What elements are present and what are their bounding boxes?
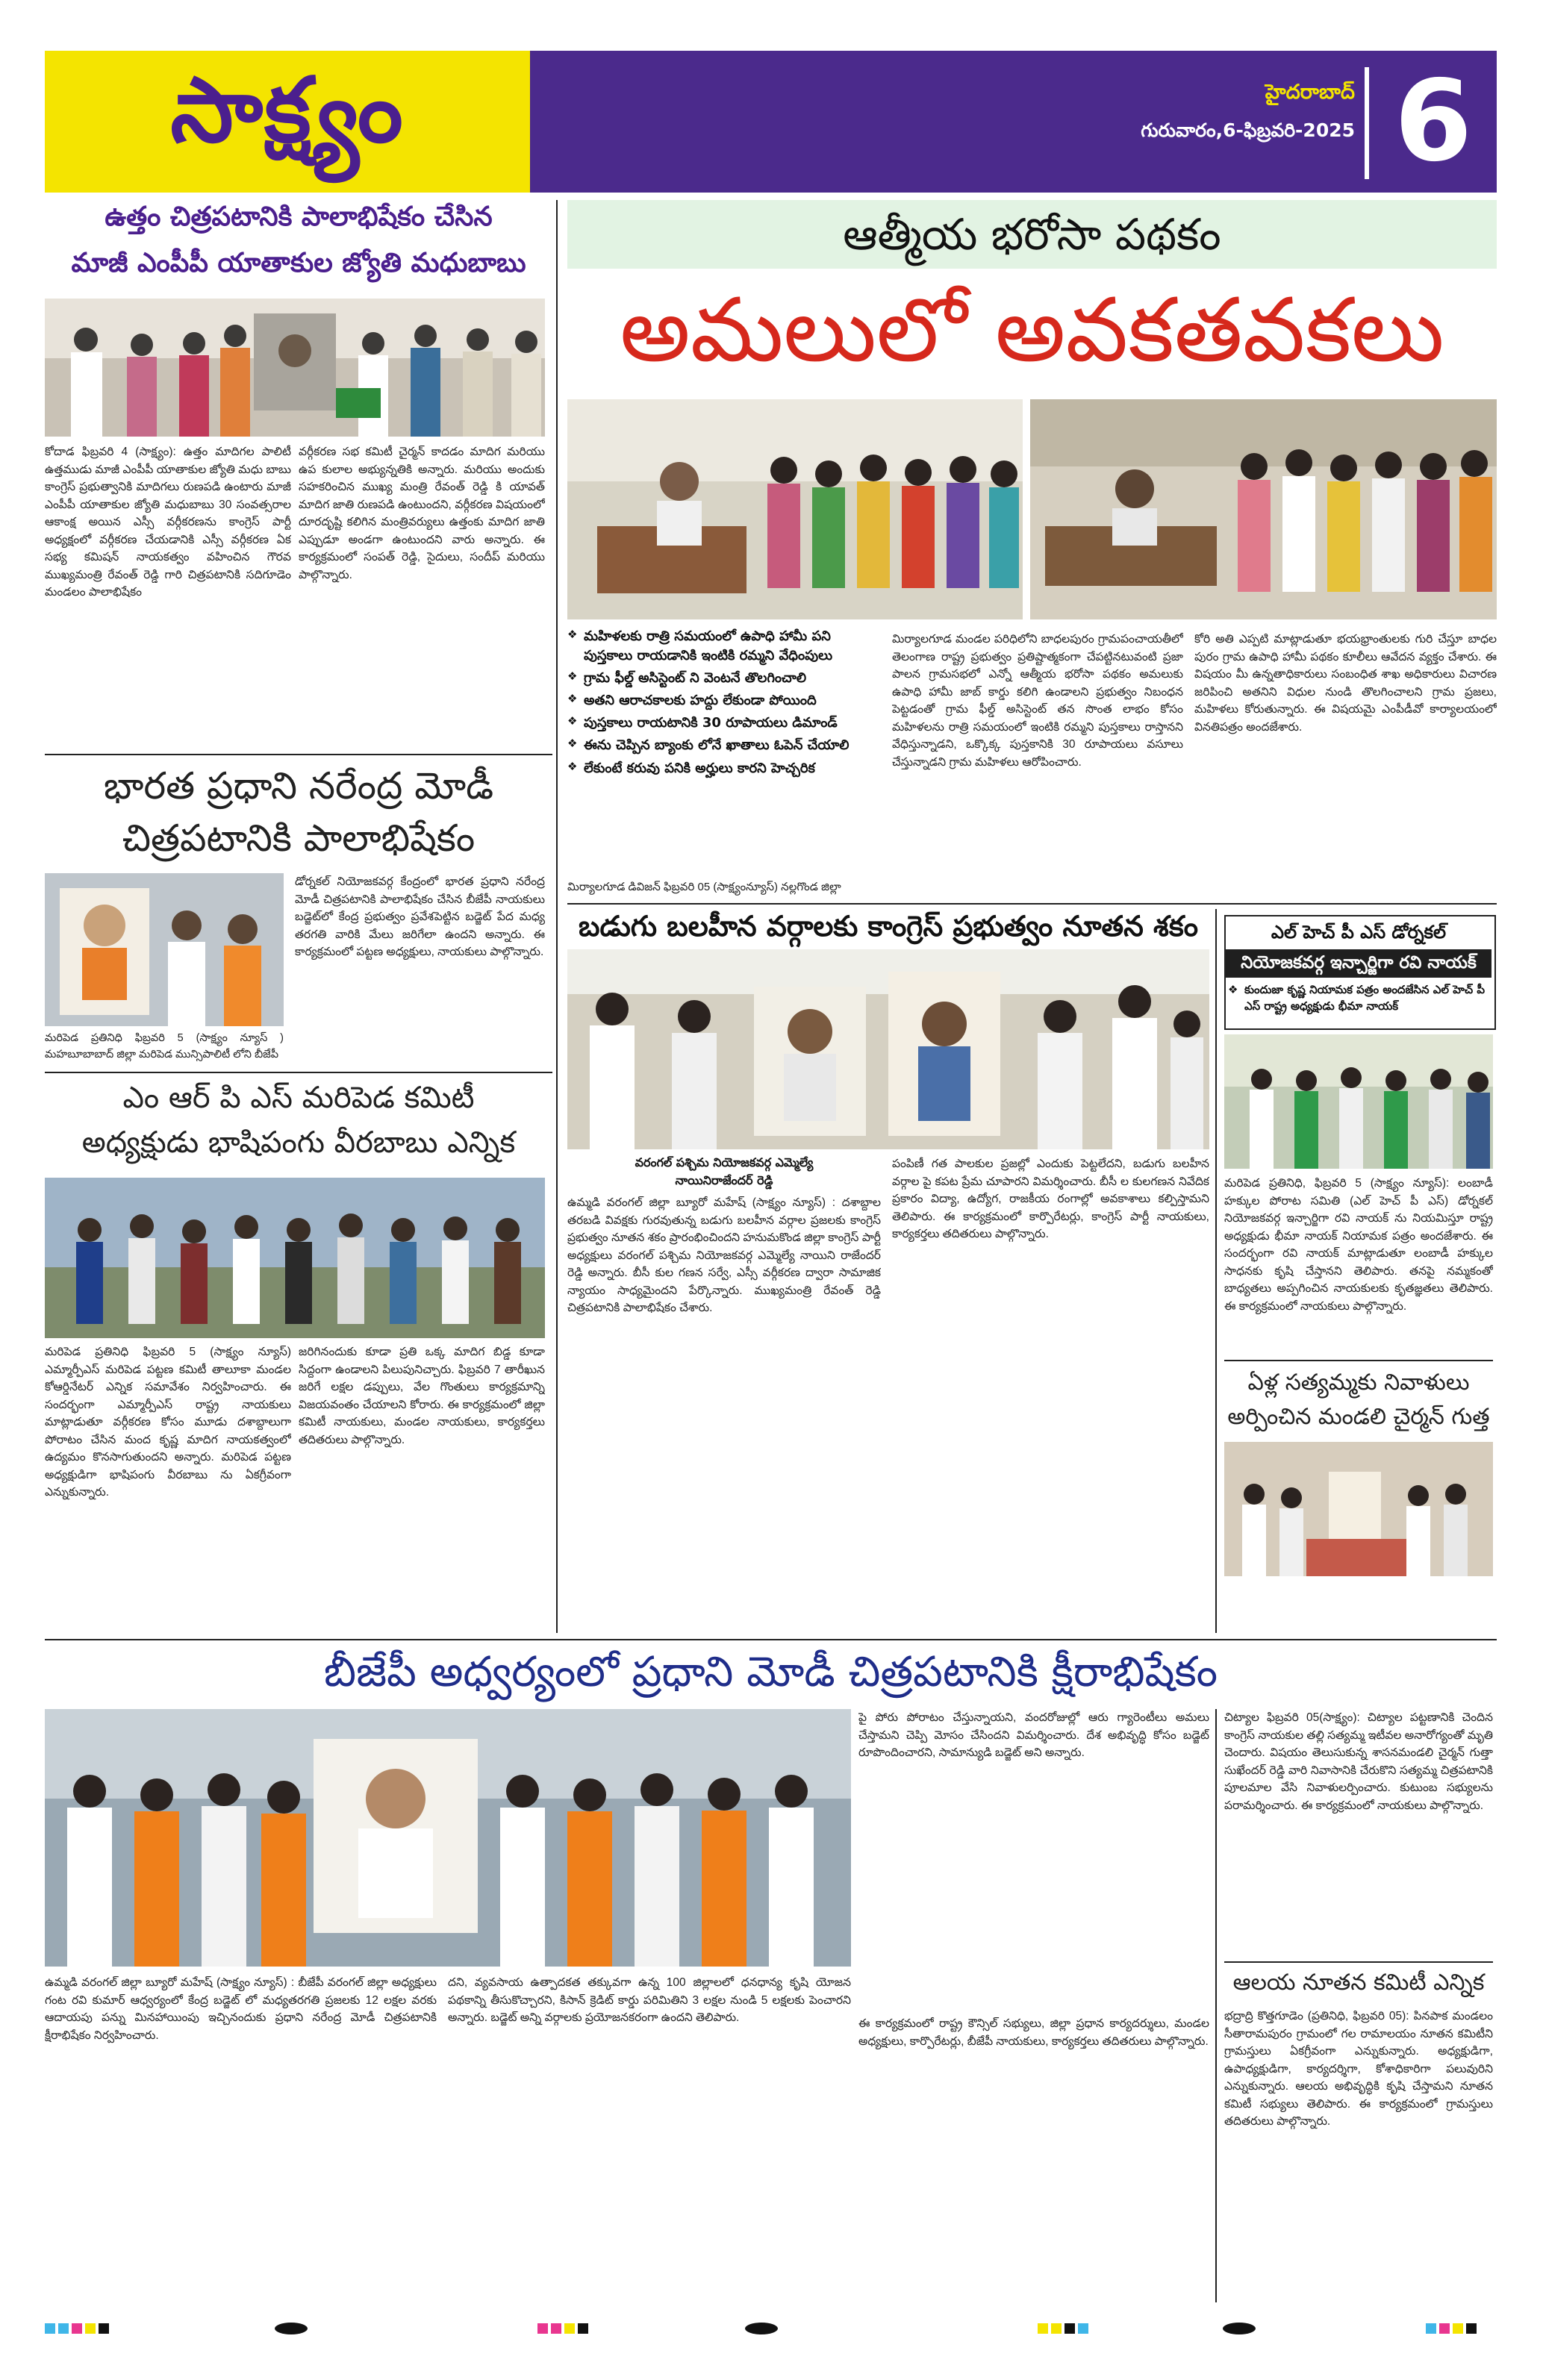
- bjp-body-1: ఉమ్మడి వరంగల్ జిల్లా బ్యూరో మహేష్ (సాక్ష్యం న్యూస్) : బీజేపీ వరంగల్ జిల్లా అధ్యక్షులు గంట రవి కుమార్ ఆధ్వర్యంలో కేంద్ర బడ్జెట్ లో మధ్యతరగతి ప్రజలకు 12 లక్షల వరకు ఆదాయపు పన్ను మినహాయింపు ఇచ్చినందుకు ప్రధాని నరేంద్ర మోడీ చిత్రపటానికి క్షీరాభిషేకం నిర్వహించారు.: [45, 1976, 437, 2042]
- mrps-photo: [45, 1178, 545, 1338]
- modi-portrait-photo: [45, 873, 284, 1026]
- mrps-headline-2: అధ్యక్షుడు భాషిపంగు వీరబాబు ఎన్నిక: [81, 1125, 516, 1160]
- athmiya-body-right: కోరి అతి ఎప్పటి మాట్లాడుతూ భయభ్రాంతులకు గురి చేస్తూ బాధల పురం గ్రామ ఉపాధి హామీ పథకం కూలీలు ఆవేదన వ్యక్తం చేశారు. ఈ విషయం మీ ఉన్నతాధికారులు సంబంధిత శాఖ అధికారులు విచారణ జరిపించి అతనిని విధుల నుండి తొలగించాలని గ్రామ ప్రజలు, మహిళలు కోరుతున్నారు. ఈ విషయమై ఎంపీడీవో కార్యాలయంలో వినతిపత్రం అందజేశారు.: [1194, 633, 1497, 734]
- bjp-headline: బీజేపీ అధ్వర్యంలో ప్రధాని మోడీ చిత్రపటానికి క్షీరాభిషేకం: [323, 1648, 1218, 1696]
- athmiya-bullets: [567, 627, 881, 873]
- jyothi-photo: [45, 299, 545, 437]
- ravi-naik-body: మరిపెడ ప్రతినిధి, ఫిబ్రవరి 5 (సాక్ష్యం న్యూస్): లంబాడీ హక్కుల పోరాట సమితి (ఎల్ హెచ్ పీ ఎస్) డోర్నకల్ నియోజకవర్గ ఇన్చార్జిగా రవి నాయక్ ను నియమిస్తూ రాష్ట్ర అధ్యక్షుడు భీమా నాయక్ నియామక పత్రం అందజేశారు. ఈ సందర్భంగా రవి నాయక్ మాట్లాడుతూ లంబాడీ హక్కుల సాధనకు కృషి చేస్తానని తెలిపారు. తనపై నమ్మకంతో బాధ్యతలు అప్పగించిన నాయకులకు కృతజ్ఞతలు తెలిపారు. ఈ కార్యక్రమంలో నాయకులు పాల్గొన్నారు.: [1224, 1177, 1493, 1313]
- divider: [1224, 1961, 1493, 1963]
- congress-caption-1: వరంగల్ పశ్చిమ నియోజకవర్గ ఎమ్మెల్యే: [635, 1155, 814, 1169]
- congress-body-left: ఉమ్మడి వరంగల్ జిల్లా బ్యూరో మహేష్ (సాక్ష్యం న్యూస్) : దశాబ్దాల తరబడి వివక్షకు గురవుతున్న బడుగు బలహీన వర్గాల ప్రజలకు కాంగ్రెస్ ప్రభుత్వం నూతన శకం ప్రారంభించిందని హనుమకొండ జిల్లా కాంగ్రెస్ పార్టీ అధ్యక్షులు వరంగల్ పశ్చిమ నియోజకవర్గ ఎమ్మెల్యే నాయిని రాజేందర్ రెడ్డి అన్నారు. బీసీ కుల గణన సర్వే, ఎస్సీ వర్గీకరణ ద్వారా సామాజిక న్యాయం సాధ్యమైందని పేర్కొన్నారు. ముఖ్యమంత్రి రేవంత్ రెడ్డి చిత్రపటానికి పాలాభిషేకం చేశారు.: [567, 1196, 881, 1315]
- athmiya-bullet: ❖ మహిళలకు రాత్రి సమయంలో ఉపాధి హామీ పని పుస్తకాలు రాయడానికి ఇంటికి రమ్మని వేధింపులు: [567, 627, 881, 666]
- mrps-body-left: మరిపెడ ప్రతినిధి ఫిబ్రవరి 5 (సాక్ష్యం న్యూస్) ఎమ్మార్పీఎస్ మరిపెడ పట్టణ కమిటీ తాలూకా మండల కోఆర్డినేటర్ ఎన్నిక సమావేశం నిర్వహించారు. ఈ సందర్భంగా ఎమ్మార్పీఎస్ రాష్ట్ర నాయకులు మాట్లాడుతూ వర్గీకరణ కోసం మూడు దశాబ్దాలుగా పోరాటం చేసిన మంద కృష్ణ మాదిగ నాయకత్వంలో ఉద్యమం కొనసాగుతుందని అన్నారు. మరిపెడ పట్టణ అధ్యక్షుడిగా భాషిపంగు వీరబాబు ను ఏకగ్రీవంగా ఎన్నుకున్నారు.: [45, 1346, 291, 1499]
- athmiya-photo-1: [567, 399, 1023, 619]
- jyothi-body-left: కోదాడ ఫిబ్రవరి 4 (సాక్ష్యం): ఉత్తం మాదిగల పాలిటీ ఉత్తముడు మాజీ ఎంపీపీ యాతాకుల జ్యోతి మధు బాబు కాంగ్రెస్ ప్రభుత్వానికి మాదిగలు రుణపడి ఉంటారు మాజీ ఎంపీపీ యాతాకుల జ్యోతి మధుబాబు 30 సంవత్సరాల ఆకాంక్ష అయిన ఎస్సీ వర్గీకరణను కాంగ్రెస్ పార్టీ అధ్యక్షంలో వర్గీకరణ చేయడానికి ఎస్సీ వర్గీకరణ ఏక సభ్య కమిషన్ నాయకత్వం వహించిన గౌరవ ముఖ్యమంత్రి రేవంత్ రెడ్డి గారి చిత్రపటానికి సదిగూడెం మండలం పాలాభిషేకం: [45, 446, 291, 599]
- bjp-photo: [45, 1709, 851, 1967]
- weddings-headline-1: ఏళ్ల సత్యమ్మకు నివాళులు: [1247, 1369, 1470, 1396]
- column-divider: [1215, 909, 1217, 1633]
- weddings-body: చిట్యాల ఫిబ్రవరి 05(సాక్ష్యం): చిట్యాల పట్టణానికి చెందిన కాంగ్రెస్ నాయకుల తల్లి సత్యమ్మ ఇటీవల అనారోగ్యంతో మృతి చెందారు. విషయం తెలుసుకున్న శాసనమండలి చైర్మన్ గుత్తా సుఖేందర్ రెడ్డి వారి నివాసానికి చేరుకొని సత్యమ్మ చిత్రపటానికి పూలమాల వేసి నివాళులర్పించారు. కుటుంబ సభ్యులను పరామర్శించారు. ఈ కార్యక్రమంలో నాయకులు పాల్గొన్నారు.: [1224, 1711, 1493, 1812]
- jyothi-body-right: వర్గీకరణ సభ కమిటీ చైర్మన్ కాదడం మాదిగ మరియు ఉప కులాల అభ్యున్నతికి అన్నారు. మరియు అందుకు సహకరించిన ముఖ్య మంత్రి రేవంత్ రెడ్డి కి యావత్ మాదిగ జాతి రుణపడి ఉంటుందని, వర్గీకరణ విషయంలో దూరదృష్టి కలిగిన మంత్రివర్యులు ఉత్తంకు మాదిగ జాతి ఎప్పుడూ అండగా ఉంటుందని వారు అన్నారు. ఈ కార్యక్రమంలో సంపత్ రెడ్డి, సైదులు, సందీప్ మరియు పాల్గొన్నారు.: [299, 446, 545, 581]
- athmiya-photo-2: [1030, 399, 1497, 619]
- masthead-divider: [1365, 67, 1369, 179]
- registration-marks: [45, 2317, 1497, 2340]
- divider: [45, 1639, 1497, 1640]
- athmiya-dateline: మిర్యాలగూడ డివిజన్ ఫిబ్రవరి 05 (సాక్ష్యంన్యూస్) నల్లగొండ జిల్లా: [567, 881, 841, 893]
- modi-portrait-caption: మరిపెడ ప్రతినిధి ఫిబ్రవరి 5 (సాక్ష్యం న్యూస్ ) మహబూబాబాద్ జిల్లా మరిపెడ మున్సిపాలిటీ లోని బీజేపీ: [45, 1032, 284, 1061]
- modi-portrait-body: డోర్నకల్ నియోజకవర్గ కేంద్రంలో భారత ప్రధాని నరేంద్ర మోడీ చిత్రపటానికి పాలాభిషేకం చేసిన బీజేపీ నాయకులు బడ్జెట్‌లో కేంద్ర ప్రభుత్వం ప్రవేశపెట్టిన బడ్జెట్ పేద మధ్య తరగతి వారికి మేలు జరిగేలా ఉందని అన్నారు. ఈ కార్యక్రమంలో పట్టణ అధ్యక్షులు, నాయకులు పాల్గొన్నారు.: [295, 875, 545, 959]
- mrps-headline-1: ఎం ఆర్ పి ఎస్ మరిపెడ కమిటీ: [122, 1081, 475, 1115]
- athmiya-bullet: ❖ లేకుంటే కరువు పనికి అర్హులు కారని హెచ్చరిక: [567, 759, 881, 778]
- mrps-body-right: జరిగినందుకు కూడా ప్రతి ఒక్క మాదిగ బిడ్డ కూడా సిద్దంగా ఉండాలని పిలుపునిచ్చారు. ఫిబ్రవరి 7 తారీఖున జరిగే లక్షల డప్పులు, వేల గొంతులు కార్యక్రమాన్ని విజయవంతం చేయాలని కోరారు. ఈ కార్యక్రమంలో జిల్లా కమిటీ నాయకులు, మండల నాయకులు, కార్యకర్తలు తదితరులు పాల్గొన్నారు.: [299, 1346, 545, 1446]
- divider: [45, 754, 552, 755]
- alaya-headline: ఆలయ నూతన కమిటీ ఎన్నిక: [1232, 1970, 1485, 1996]
- divider: [567, 903, 1497, 905]
- athmiya-bullet: ❖ ఈను చెప్పిన బ్యాంకు లోనే ఖాతాలు ఓపెన్ చేయాలి: [567, 736, 881, 755]
- modi-portrait-headline-1: భారత ప్రధాని నరేంద్ర మోడీ: [103, 764, 494, 808]
- modi-portrait-headline-2: చిత్రపటానికి పాలాభిషేకం: [122, 816, 476, 860]
- jyothi-headline-1: ఉత్తం చిత్రపటానికి పాలాభిషేకం చేసిన: [105, 202, 493, 232]
- ravi-naik-headline-2: నియోజకవర్గ ఇన్చార్జిగా రవి నాయక్: [1241, 953, 1477, 972]
- bjp-body-3: పై పోరు పోరాటం చేస్తున్నాయని, వందరోజుల్లో ఆరు గ్యారెంటీలు అమలు చేస్తామని చెప్పి మోసం చేసిందని విమర్శించారు. దేశ అభివృద్ధి కోసం బడ్జెట్ రూపొందించారని, సామాన్యుడి బడ్జెట్ అని అన్నారు.: [858, 1711, 1209, 1760]
- column-divider: [1215, 1709, 1217, 2302]
- athmiya-bullet: ❖ పుస్తకాలు రాయటానికి 30 రూపాయలు డిమాండ్: [567, 713, 881, 733]
- masthead-date: గురువారం,6-ఫిబ్రవరి-2025: [1141, 119, 1355, 141]
- athmiya-bullet: ❖ అతని ఆరాచకాలకు హద్దు లేకుండా పోయింది: [567, 691, 881, 710]
- jyothi-headline-2: మాజీ ఎంపీపీ యాతాకుల జ్యోతి మధుబాబు: [71, 248, 526, 278]
- weddings-headline-2: అర్పించిన మండలి చైర్మన్ గుత్త: [1227, 1404, 1490, 1430]
- congress-caption-2: నాయినిరాజేందర్ రెడ్డి: [675, 1173, 773, 1187]
- paper-name-logo: సాక్ష్యం: [170, 59, 405, 163]
- athmiya-headline: అమలులో అవకతవకలు: [620, 278, 1444, 381]
- congress-headline: బడుగు బలహీన వర్గాలకు కాంగ్రెస్ ప్రభుత్వం నూతన శకం: [579, 910, 1198, 943]
- page-number: 6: [1394, 57, 1473, 187]
- divider: [1224, 1360, 1493, 1361]
- athmiya-body-mid: మిర్యాలగూడ మండల పరిధిలోని బాధలపురం గ్రామపంచాయతీలో తెలంగాణ రాష్ట్ర ప్రభుత్వం ప్రతిష్టాత్మకంగా చేపట్టినటువంటి ప్రజా పాలన గ్రామసభలో ఎన్నో ఆత్మీయ భరోసా పథకం అమలుకు ఉపాధి హామీ జాబ్ కార్డు కలిగి ఉండాలని ప్రభుత్వం నిబంధన పెట్టడంతో గ్రామ ఫీల్డ్ అసిస్టెంట్ తన సొంత లాభం కోసం మహిళలను రాత్రి సమయంలో ఇంటికి రమ్మని పుస్తకాలు రాస్తానని వేధిస్తున్నాడని, ఒక్కొక్క పుస్తకానికి 30 రూపాయలు వసూలు చేస్తున్నాడని గ్రామ మహిళలు ఆరోపించారు.: [892, 633, 1183, 769]
- athmiya-bullet: ❖ గ్రామ ఫీల్డ్ అసిస్టెంట్ ని వెంటనే తొలగించాలి: [567, 669, 881, 688]
- alaya-body: భద్రాద్రి కొత్తగూడెం (ప్రతినిధి, ఫిబ్రవరి 05): పినపాక మండలం సీతారామపురం గ్రామంలో గల రామాలయం నూతన కమిటీని గ్రామస్తులు ఏకగ్రీవంగా ఎన్నుకున్నారు. అధ్యక్షుడిగా, ఉపాధ్యక్షుడిగా, కార్యదర్శిగా, కోశాధికారిగా పలువురిని ఎన్నుకున్నారు. ఆలయ అభివృద్ధికి కృషి చేస్తామని నూతన కమిటీ సభ్యులు తెలిపారు. ఈ కార్యక్రమంలో గ్రామస్తులు తదితరులు పాల్గొన్నారు.: [1224, 2010, 1493, 2128]
- weddings-photo: [1224, 1442, 1493, 1576]
- divider: [45, 1072, 552, 1073]
- ravi-naik-bullet: ❖ కుందుజా కృష్ణ నియామక పత్రం అందజేసిన ఎల్ హెచ్ పీ ఎస్ రాష్ట్ర అధ్యక్షుడు భీమా నాయక్: [1228, 982, 1489, 1015]
- masthead-city: హైదరాబాద్: [1265, 81, 1355, 104]
- column-divider: [556, 200, 558, 1633]
- ravi-naik-headline-1: ఎల్ హెచ్ పీ ఎస్ డోర్నకల్: [1271, 922, 1447, 943]
- bjp-body-4: ఈ కార్యక్రమంలో రాష్ట్ర కౌన్సిల్ సభ్యులు, జిల్లా ప్రధాన కార్యదర్శులు, మండల అధ్యక్షులు, కార్పొరేటర్లు, బీజేపీ నాయకులు, కార్యకర్తలు తదితరులు పాల్గొన్నారు.: [858, 2017, 1209, 2048]
- congress-photo: [567, 949, 1209, 1149]
- ravi-naik-photo: [1224, 1034, 1493, 1169]
- ravi-naik-bullet-list: [1228, 982, 1489, 1018]
- congress-body-right: పంపిణీ గత పాలకుల ప్రజల్లో ఎందుకు పెట్టలేదని, బడుగు బలహీన వర్గాల పై కపట ప్రేమ చూపారని విమర్శించారు. బీసీ ల కులగణన నివేదిక ప్రకారం విద్యా, ఉద్యోగ, రాజకీయ రంగాల్లో అవకాశాలు కల్పిస్తామని తెలిపారు. ఈ కార్యక్రమంలో కార్పొరేటర్లు, కాంగ్రెస్ పార్టీ నాయకులు, కార్యకర్తలు తదితరులు పాల్గొన్నారు.: [892, 1158, 1209, 1241]
- bjp-body-2: దని, వ్యవసాయ ఉత్పాదకత తక్కువగా ఉన్న 100 జిల్లాలలో ధనధాన్య కృషి యోజన పథకాన్ని తీసుకొచ్చారని, కిసాన్ క్రెడిట్ కార్డు పరిమితిని 3 లక్షల నుండి 5 లక్షలకు పెంచారని అన్నారు. బడ్జెట్ అన్ని వర్గాలకు ప్రయోజనకరంగా ఉందని తెలిపారు.: [448, 1976, 851, 2025]
- athmiya-kicker: ఆత్మీయ భరోసా పథకం: [843, 209, 1221, 260]
